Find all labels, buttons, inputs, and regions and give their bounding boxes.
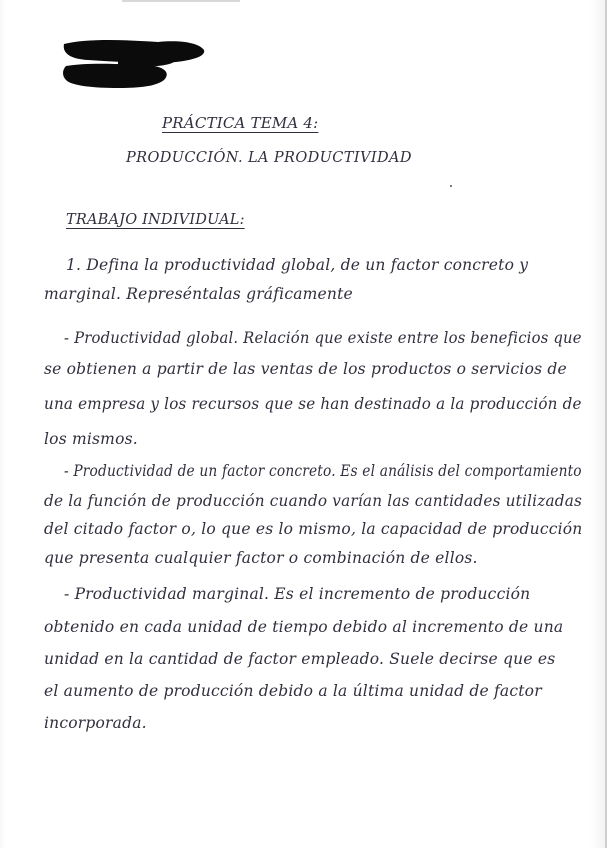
- page-subtitle: PRODUCCIÓN. LA PRODUCTIVIDAD: [126, 150, 412, 166]
- factor-line-2: de la función de producción cuando varían las cantidades utilizadas: [44, 492, 583, 510]
- factor-line-3: del citado factor o, lo que es lo mismo, la capacidad de producción: [44, 520, 583, 538]
- section-heading: TRABAJO INDIVIDUAL:: [66, 212, 245, 228]
- question-line-1: 1. Defina la productividad global, de un factor concreto y: [66, 256, 529, 274]
- marginal-line-5: incorporada.: [44, 714, 147, 732]
- page-title: PRÁCTICA TEMA 4:: [162, 114, 319, 132]
- global-line-2: se obtienen a partir de las ventas de los productos o servicios de: [44, 360, 567, 378]
- stray-ink-dot: [450, 185, 452, 187]
- marginal-line-1: - Productividad marginal. Es el incremento de producción: [64, 585, 531, 603]
- marginal-line-3: unidad en la cantidad de factor empleado. Suele decirse que es: [44, 650, 556, 668]
- global-line-3: una empresa y los recursos que se han destinado a la producción de: [44, 395, 582, 413]
- global-line-1: - Productividad global. Relación que existe entre los beneficios que: [64, 329, 582, 347]
- marginal-line-2: obtenido en cada unidad de tiempo debido al incremento de una: [44, 618, 564, 636]
- global-line-4: los mismos.: [44, 430, 138, 448]
- factor-line-1: - Productividad de un factor concreto. Es el análisis del comportamiento: [64, 462, 582, 480]
- marginal-line-4: el aumento de producción debido a la última unidad de factor: [44, 682, 542, 700]
- redacted-name-mark: [58, 36, 208, 96]
- question-line-2: marginal. Represéntalas gráficamente: [44, 285, 353, 303]
- scan-edge-mark: [122, 0, 240, 2]
- factor-line-4: que presenta cualquier factor o combinación de ellos.: [44, 549, 478, 567]
